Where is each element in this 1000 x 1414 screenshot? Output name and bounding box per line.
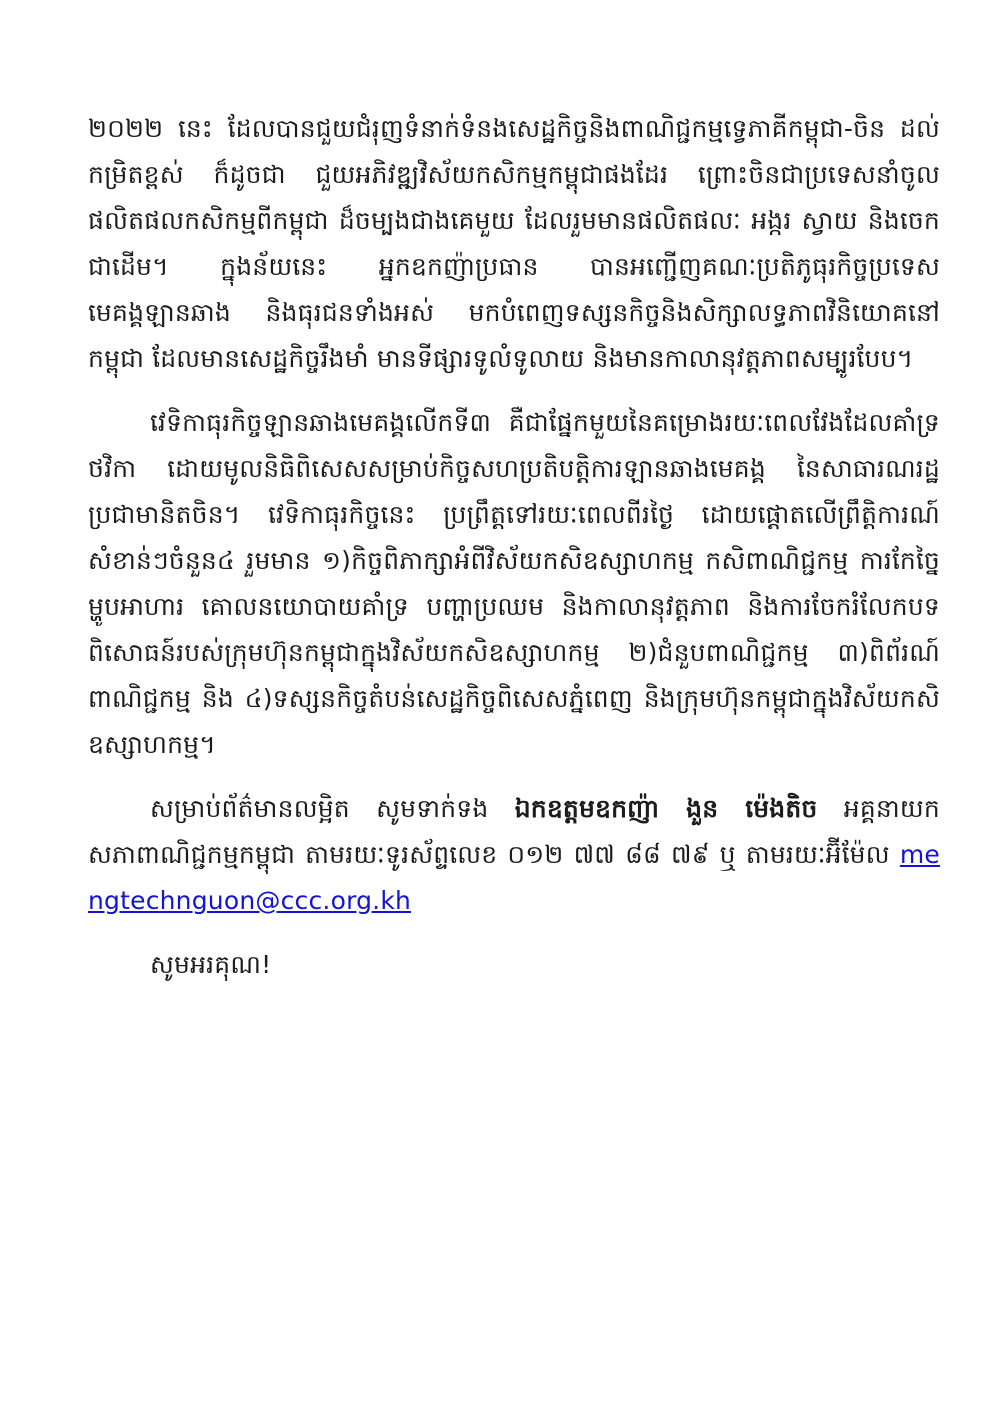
- contact-paragraph: [88, 786, 940, 924]
- contact-text-prefix: សម្រាប់ព័ត៌មានលម្អិត សូមទាក់ទង: [150, 794, 515, 823]
- contact-person-name: ឯកឧត្តមឧកញ៉ា ងួន ម៉េងតិច: [514, 794, 818, 823]
- email-link[interactable]: mengtechnguon@ccc.org.kh: [88, 840, 940, 915]
- body-paragraph-2: វេទិកាធុរកិច្ចឡានឆាងមេគង្គលើកទី៣ គឺជាផ្នែកមួយនៃគម្រោងរយៈពេលវែងដែលគាំទ្រថវិកា ដោយមូលនិធិពិសេសសម្រាប់កិច្ចសហប្រតិបត្តិការឡានឆាងមេគង្គ នៃសាធារណរដ្ឋប្រជាមានិតចិន។ វេទិកាធុរកិច្ចនេះ ប្រព្រឹត្តទៅរយៈពេលពីរថ្ងៃ ដោយផ្តោតលើព្រឹត្តិការណ៍សំខាន់ៗចំនួន៤ រួមមាន ១)កិច្ចពិភាក្សាអំពីវិស័យកសិឧស្សាហកម្ម កសិពាណិជ្ជកម្ម ការកែច្នៃម្ហូបអាហារ គោលនយោបាយគាំទ្រ បញ្ហាប្រឈម និងកាលានុវត្តភាព និងការចែករំលែកបទពិសោធន៍របស់ក្រុមហ៊ុនកម្ពុជាក្នុងវិស័យកសិឧស្សាហកម្ម ២)ជំនួបពាណិជ្ជកម្ម ៣)ពិព័រណ៍ពាណិជ្ជកម្ម និង ៤)ទស្សនកិច្ចតំបន់សេដ្ឋកិច្ចពិសេសភ្នំពេញ និងក្រុមហ៊ុនកម្ពុជាក្នុងវិស័យកសិឧស្សាហកម្ម។: [88, 408, 940, 759]
- closing-thanks: សូមអរគុណ!: [150, 950, 272, 979]
- body-paragraph-1: ២០២២ នេះ ដែលបានជួយជំរុញទំនាក់ទំនងសេដ្ឋកិច្ចនិងពាណិជ្ជកម្មទ្វេភាគីកម្ពុជា-ចិន ដល់កម្រិតខ្ពស់ ក៏ដូចជា ជួយអភិវឌ្ឍវិស័យកសិកម្មកម្ពុជាផងដែរ ព្រោះចិនជាប្រទេសនាំចូលផលិតផលកសិកម្មពីកម្ពុជា ដ៏ចម្បងជាងគេមួយ ដែលរួមមានផលិតផលៈ អង្ករ ស្វាយ និងចេកជាដើម។ ក្នុងន័យនេះ អ្នកឧកញ៉ាប្រធាន បានអញ្ជើញគណៈប្រតិភូធុរកិច្ចប្រទេសមេគង្គឡានឆាង និងធុរជនទាំងអស់ មកបំពេញទស្សនកិច្ចនិងសិក្សាលទ្ធភាពវិនិយោគនៅកម្ពុជា ដែលមានសេដ្ឋកិច្ចរឹងមាំ មានទីផ្សារទូលំទូលាយ និងមានកាលានុវត្តភាពសម្បូរបែប។: [88, 114, 940, 373]
- contact-text-middle: អគ្គនាយកសភាពាណិជ្ជកម្មកម្ពុជា តាមរយៈទូរស័ព្ទលេខ ០១២ ៧៧ ៨៨ ៧៩ ឬ តាមរយៈអ៊ីម៉ែល: [88, 794, 940, 869]
- letter-body: [88, 106, 940, 988]
